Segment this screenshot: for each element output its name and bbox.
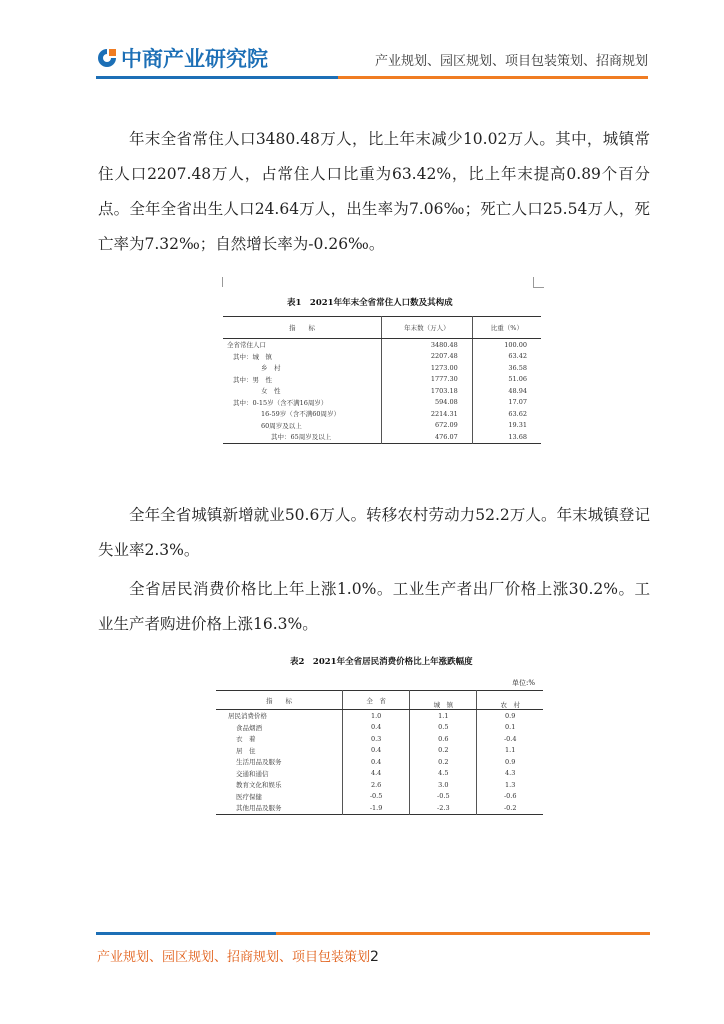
logo-icon <box>96 47 118 69</box>
table-cell: -0.5 <box>343 791 410 803</box>
table-header: 年末数（万人） <box>382 317 473 339</box>
table-cell: 0.2 <box>410 745 477 757</box>
population-paragraph: 年末全省常住人口3480.48万人，比上年末减少10.02万人。其中，城镇常住人口2207.48万人，占常住人口比重为63.42%，比上年末提高0.89个百分点。全年全省出生人口24.64万人，出生率为7.06‰；死亡人口25.54万人，死亡率为7.32‰；自然增长率为-0.26‰。 <box>98 130 650 253</box>
table-header: 指 标 <box>223 317 382 339</box>
table-cell: 3480.48 <box>382 339 473 351</box>
table-cell: 4.3 <box>477 768 543 780</box>
table-cell: 0.9 <box>477 756 543 768</box>
table1-title: 表1 2021年年末全省常住人口数及其构成 <box>287 298 453 308</box>
table-header: 指 标 <box>216 691 343 710</box>
table-cell: 0.4 <box>343 756 410 768</box>
table-cell: 672.09 <box>382 420 473 432</box>
table-cell: 100.00 <box>472 339 541 351</box>
table-row <box>216 768 543 780</box>
table-cell: -0.6 <box>477 791 543 803</box>
table-cell: 2.6 <box>343 779 410 791</box>
table-header-row <box>223 317 541 339</box>
table-row <box>223 374 541 386</box>
table-cell: 17.07 <box>472 397 541 409</box>
company-logo <box>96 44 268 72</box>
table-cell: 60周岁及以上 <box>261 421 302 430</box>
cpi-table <box>216 690 543 815</box>
table-row <box>223 408 541 420</box>
table-cell: 16-59岁（含不满60周岁） <box>261 410 341 419</box>
table-row <box>223 351 541 363</box>
image-corner-right <box>533 277 544 288</box>
table-cell: 19.31 <box>472 420 541 432</box>
table2-title: 表2 2021年全省居民消费价格比上年涨跌幅度 <box>290 657 473 667</box>
table-cell: 生活用品及服务 <box>236 758 282 767</box>
table-cell: 3.0 <box>410 779 477 791</box>
table-cell: 衣 着 <box>236 735 256 744</box>
table-row <box>216 756 543 768</box>
table-cell: -0.4 <box>477 733 543 745</box>
table-cell: 其中：男 性 <box>233 375 272 384</box>
table-row <box>216 791 543 803</box>
price-paragraph: 全省居民消费价格比上年上涨1.0%。工业生产者出厂价格上涨30.2%。工业生产者购进价格上涨16.3%。 <box>98 580 650 633</box>
table-cell: 0.9 <box>477 710 543 722</box>
header-services: 产业规划、园区规划、项目包装策划、招商规划 <box>374 54 648 69</box>
table-cell: 乡 村 <box>261 364 281 373</box>
table-row <box>223 339 541 351</box>
table-row <box>223 362 541 374</box>
table-cell: 1777.30 <box>382 374 473 386</box>
table-header: 农 村 <box>477 691 543 710</box>
table-cell: 0.2 <box>410 756 477 768</box>
table-cell: 其中：0-15岁（含不满16周岁） <box>233 398 328 407</box>
table-row <box>223 431 541 443</box>
image-corner-left <box>212 277 223 287</box>
table-cell: 4.4 <box>343 768 410 780</box>
table-cell: 0.5 <box>410 722 477 734</box>
table-cell: 1.1 <box>477 745 543 757</box>
table-cell: 2214.31 <box>382 408 473 420</box>
footer <box>97 946 379 965</box>
table-cell: -0.5 <box>410 791 477 803</box>
table-cell: 476.07 <box>382 431 473 443</box>
table-cell: 0.3 <box>343 733 410 745</box>
table-cell: 教育文化和娱乐 <box>236 781 282 790</box>
footer-services: 产业规划、园区规划、招商规划、项目包装策划 <box>97 950 371 965</box>
table-header: 城 镇 <box>410 691 477 710</box>
table2-unit: 单位:% <box>512 679 536 687</box>
table-row <box>216 802 543 814</box>
header-divider-orange <box>338 76 648 79</box>
table-cell: -2.3 <box>410 802 477 814</box>
table-cell: 其中：城 镇 <box>233 352 272 361</box>
table-row <box>223 385 541 397</box>
table-cell: 居民消费价格 <box>228 712 267 721</box>
table-cell: 0.1 <box>477 722 543 734</box>
table-header: 比重（%） <box>472 317 541 339</box>
table-cell: 63.42 <box>472 351 541 363</box>
table-cell: 0.4 <box>343 745 410 757</box>
population-table <box>223 316 541 444</box>
table-row <box>216 745 543 757</box>
table-cell: 其中：65周岁及以上 <box>271 433 332 442</box>
table-row <box>216 722 543 734</box>
table-cell: 1703.18 <box>382 385 473 397</box>
table-row <box>216 779 543 791</box>
table-cell: 63.62 <box>472 408 541 420</box>
table-cell: 51.06 <box>472 374 541 386</box>
table-cell: 2207.48 <box>382 351 473 363</box>
table-row <box>216 733 543 745</box>
table-cell: 1.3 <box>477 779 543 791</box>
table-cell: 食品烟酒 <box>236 723 262 732</box>
table-cell: 0.6 <box>410 733 477 745</box>
header-divider-blue <box>96 76 338 79</box>
table-cell: 36.58 <box>472 362 541 374</box>
table-row <box>223 397 541 409</box>
footer-divider-orange <box>276 932 650 935</box>
table-cell: 1.1 <box>410 710 477 722</box>
table-cell: 48.94 <box>472 385 541 397</box>
table-cell: 4.5 <box>410 768 477 780</box>
table-row <box>223 420 541 432</box>
table-cell: 全省常住人口 <box>227 341 266 350</box>
table-cell: 594.08 <box>382 397 473 409</box>
table-cell: -0.2 <box>477 802 543 814</box>
page-number: 2 <box>370 949 379 965</box>
logo-text: 中商产业研究院 <box>121 47 268 71</box>
table-cell: 交通和通信 <box>236 769 269 778</box>
employment-paragraph: 全年全省城镇新增就业50.6万人。转移农村劳动力52.2万人。年末城镇登记失业率2.3%。 <box>98 506 650 559</box>
table-cell: 1273.00 <box>382 362 473 374</box>
table-cell: 其他用品及服务 <box>236 804 282 813</box>
table-cell: 女 性 <box>261 387 281 396</box>
table-cell: 医疗保健 <box>236 792 262 801</box>
table-header-row <box>216 691 543 710</box>
table-cell: 居 住 <box>236 746 256 755</box>
table-header: 全 省 <box>343 691 410 710</box>
table-cell: 1.0 <box>343 710 410 722</box>
table-cell: -1.9 <box>343 802 410 814</box>
table-cell: 0.4 <box>343 722 410 734</box>
table-cell: 13.68 <box>472 431 541 443</box>
table-row <box>216 710 543 722</box>
footer-divider-blue <box>96 932 276 935</box>
